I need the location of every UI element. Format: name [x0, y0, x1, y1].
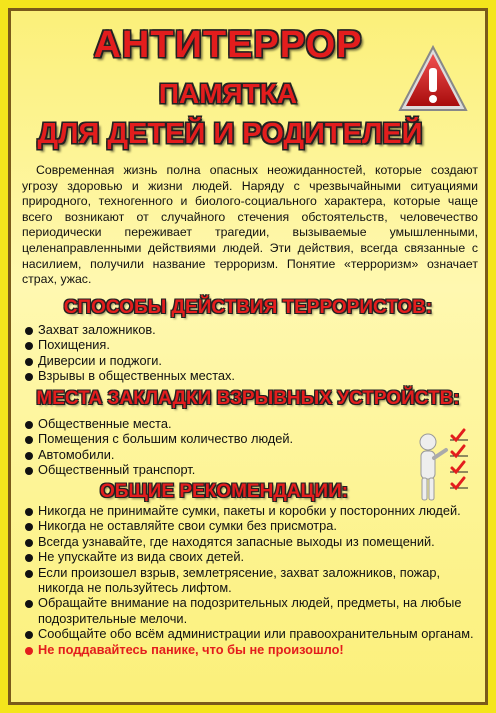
warning-triangle-icon [398, 44, 468, 120]
list-item: Диверсии и поджоги. [22, 353, 235, 368]
title-audience: ДЛЯ ДЕТЕЙ И РОДИТЕЛЕЙ [37, 118, 423, 150]
list-item: Похищения. [22, 337, 235, 352]
title-sub: ПАМЯТКА [158, 78, 298, 109]
section-heading-methods: СПОСОБЫ ДЕЙСТВИЯ ТЕРРОРИСТОВ: [63, 297, 433, 318]
intro-paragraph: Современная жизнь полна опасных неожиданностей, которые создают угрозу здоровью и жизни людей. Наряду с чрезвычайными ситуациями природного, техногенного и биолого-социального характера, которые чаще всего возникают от случайного стечения обстоятельств, человечество периодически переживает трагедии, вызываемые умышленными, целенаправленными действиями людей. Эти действия, всегда связанные с насилием, получили название терроризм. Понятие «терроризм» означает страх, ужас. [22, 163, 478, 287]
title-main: АНТИТЕРРОР [93, 24, 363, 66]
final-warning: Не поддавайтесь панике, что бы не произошло! [22, 642, 482, 657]
list-item: Не упускайте из вида своих детей. [22, 549, 482, 564]
methods-list [22, 322, 235, 384]
section-heading-places: МЕСТА ЗАКЛАДКИ ВЗРЫВНЫХ УСТРОЙСТВ: [36, 388, 460, 409]
list-item: Взрывы в общественных местах. [22, 368, 235, 383]
places-list [22, 416, 293, 478]
section-heading-recommendations: ОБЩИЕ РЕКОМЕНДАЦИИ: [99, 481, 349, 502]
list-item: Обращайте внимание на подозрительных людей, предметы, на любые подозрительные мелочи. [22, 595, 482, 626]
list-item: Общественный транспорт. [22, 462, 293, 477]
list-item: Сообщайте обо всём администрации или правоохранительным органам. [22, 626, 482, 641]
list-item: Помещения с большим количество людей. [22, 431, 293, 446]
recommendations-list [22, 503, 482, 657]
list-item: Никогда не принимайте сумки, пакеты и коробки у посторонних людей. [22, 503, 482, 518]
list-item: Всегда узнавайте, где находятся запасные выходы из помещений. [22, 534, 482, 549]
list-item: Захват заложников. [22, 322, 235, 337]
list-item: Общественные места. [22, 416, 293, 431]
list-item: Если произошел взрыв, землетрясение, захват заложников, пожар, никогда не пользуйтесь лифтом. [22, 565, 482, 596]
list-item: Никогда не оставляйте свои сумки без присмотра. [22, 518, 482, 533]
list-item: Автомобили. [22, 447, 293, 462]
